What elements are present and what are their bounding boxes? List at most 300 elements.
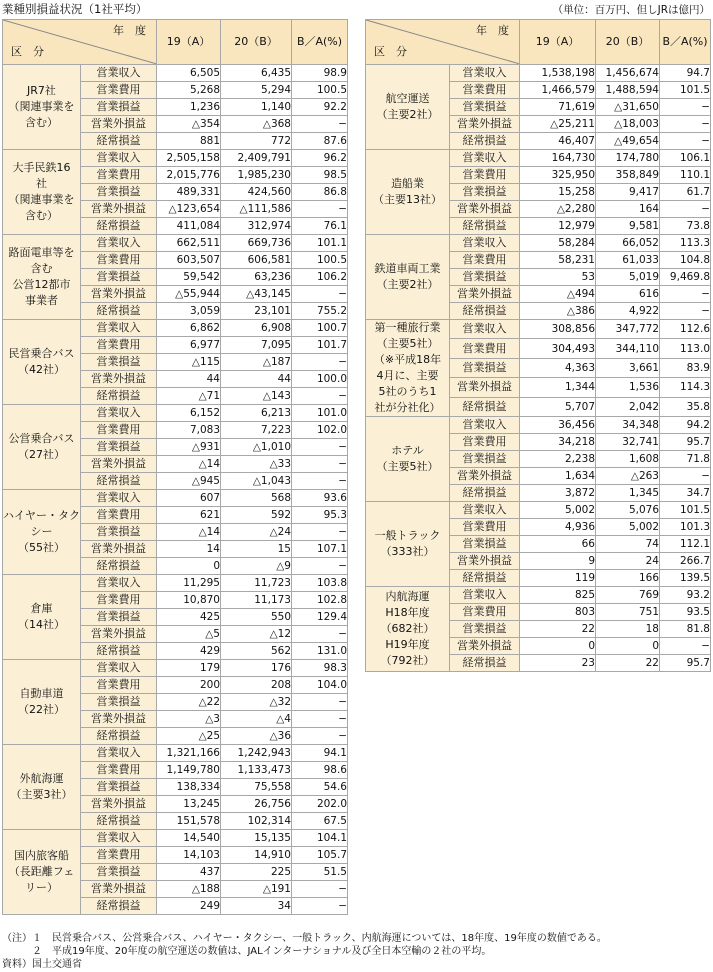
left-table-header-row <box>3 20 348 65</box>
item-label: 営業費用 <box>81 167 157 184</box>
value-20-cell: 592 <box>221 507 292 524</box>
category-label: 倉庫 （14社） <box>3 575 81 660</box>
right-table-header-row <box>366 20 711 65</box>
value-20-cell: 0 <box>596 638 660 655</box>
value-19-cell: 249 <box>157 898 221 915</box>
value-19-cell: 0 <box>157 558 221 575</box>
right-table-body <box>366 20 711 672</box>
value-20-cell: 63,236 <box>221 269 292 286</box>
ratio-cell: − <box>660 99 711 116</box>
value-20-cell: 2,409,791 <box>221 150 292 167</box>
value-19-cell: △2,280 <box>520 201 596 218</box>
item-label: 営業収入 <box>81 65 157 82</box>
value-19-cell: 7,083 <box>157 422 221 439</box>
item-label: 営業費用 <box>450 339 520 358</box>
item-label: 経常損益 <box>81 558 157 575</box>
value-20-cell: △33 <box>221 456 292 473</box>
ratio-cell: 93.6 <box>292 490 348 507</box>
item-label: 営業費用 <box>81 677 157 694</box>
ratio-cell: 112.6 <box>660 320 711 339</box>
value-20-cell: △1,010 <box>221 439 292 456</box>
category-label: 外航海運 （主要3社） <box>3 745 81 830</box>
value-19-cell: 46,407 <box>520 133 596 150</box>
ratio-cell: 83.9 <box>660 358 711 377</box>
table-row <box>366 417 711 434</box>
value-20-cell: 2,042 <box>596 397 660 416</box>
ratio-cell: − <box>660 133 711 150</box>
value-20-cell: 14,910 <box>221 847 292 864</box>
ratio-cell: 9,469.8 <box>660 269 711 286</box>
value-20-cell: △9 <box>221 558 292 575</box>
value-19-cell: 308,856 <box>520 320 596 339</box>
ratio-cell: 104.0 <box>292 677 348 694</box>
item-label: 営業収入 <box>450 150 520 167</box>
item-label: 営業外損益 <box>450 468 520 485</box>
ratio-cell: 104.1 <box>292 830 348 847</box>
value-20-cell: 61,033 <box>596 252 660 269</box>
item-label: 経常損益 <box>81 728 157 745</box>
item-label: 営業外損益 <box>81 881 157 898</box>
ratio-cell: 95.7 <box>660 655 711 672</box>
item-label: 営業外損益 <box>450 116 520 133</box>
value-19-cell: 12,979 <box>520 218 596 235</box>
item-label: 営業外損益 <box>81 541 157 558</box>
value-20-cell: 606,581 <box>221 252 292 269</box>
ratio-cell: 131.0 <box>292 643 348 660</box>
value-20-cell: △31,650 <box>596 99 660 116</box>
value-20-cell: 5,294 <box>221 82 292 99</box>
ratio-cell: 202.0 <box>292 796 348 813</box>
value-19-cell: △22 <box>157 694 221 711</box>
value-19-cell: 14,540 <box>157 830 221 847</box>
header-col-19: 19（A） <box>520 20 596 65</box>
value-19-cell: △354 <box>157 116 221 133</box>
ratio-cell: 94.2 <box>660 417 711 434</box>
value-20-cell: 347,772 <box>596 320 660 339</box>
ratio-cell: − <box>292 473 348 490</box>
category-label: 第一種旅行業 （主要5社） （※平成18年 4月に、主要 5社のうち1 社が分社化） <box>366 320 450 417</box>
value-19-cell: 13,245 <box>157 796 221 813</box>
right-header-corner <box>366 20 520 65</box>
header-col-19: 19（A） <box>157 20 221 65</box>
value-20-cell: 166 <box>596 570 660 587</box>
item-label: 営業外損益 <box>81 456 157 473</box>
item-label: 営業損益 <box>450 99 520 116</box>
left-table <box>2 19 348 915</box>
item-label: 営業費用 <box>450 519 520 536</box>
item-label: 経常損益 <box>450 485 520 502</box>
ratio-cell: − <box>292 439 348 456</box>
value-20-cell: 1,242,943 <box>221 745 292 762</box>
value-20-cell: 358,849 <box>596 167 660 184</box>
item-label: 経常損益 <box>450 218 520 235</box>
note-line: ２ 平成19年度、20年度の航空運送の数値は、JALインターナショナル及び全日本空輸の２社の平均。 <box>2 946 492 957</box>
item-label: 営業損益 <box>81 779 157 796</box>
nendo-label: 年 度 <box>476 24 509 37</box>
ratio-cell: 54.6 <box>292 779 348 796</box>
item-label: 営業外損益 <box>81 201 157 218</box>
value-19-cell: 489,331 <box>157 184 221 201</box>
ratio-cell: − <box>292 558 348 575</box>
value-19-cell: 437 <box>157 864 221 881</box>
item-label: 営業費用 <box>81 337 157 354</box>
table-row <box>366 320 711 339</box>
value-19-cell: 603,507 <box>157 252 221 269</box>
ratio-cell: 98.6 <box>292 762 348 779</box>
ratio-cell: 71.8 <box>660 451 711 468</box>
value-20-cell: 1,133,473 <box>221 762 292 779</box>
item-label: 営業費用 <box>81 762 157 779</box>
ratio-cell: 112.1 <box>660 536 711 553</box>
header-col-ratio: B／A(%) <box>660 20 711 65</box>
item-label: 経常損益 <box>81 643 157 660</box>
ratio-cell: 101.7 <box>292 337 348 354</box>
kubun-label: 区 分 <box>374 45 407 58</box>
item-label: 営業費用 <box>81 507 157 524</box>
value-19-cell: 6,152 <box>157 405 221 422</box>
category-label: JR7社 （関連事業を 含む） <box>3 65 81 150</box>
ratio-cell: − <box>292 898 348 915</box>
value-20-cell: △49,654 <box>596 133 660 150</box>
item-label: 営業費用 <box>450 252 520 269</box>
value-19-cell: 14,103 <box>157 847 221 864</box>
ratio-cell: 101.3 <box>660 519 711 536</box>
value-19-cell: 304,493 <box>520 339 596 358</box>
item-label: 営業外損益 <box>81 286 157 303</box>
table-row <box>3 575 348 592</box>
category-label: 航空運送 （主要2社） <box>366 65 450 150</box>
item-label: 営業費用 <box>81 592 157 609</box>
ratio-cell: 98.9 <box>292 65 348 82</box>
note-line: 資料）国土交通省 <box>2 959 82 970</box>
category-label: 国内旅客船 （長距離フェ リー） <box>3 830 81 915</box>
table-row <box>3 320 348 337</box>
note-line: （注）１ 民営乗合バス、公営乗合バス、ハイヤー・タクシー、一般トラック、内航海運については、18年度、19年度の数値である。 <box>2 933 607 944</box>
ratio-cell: 34.7 <box>660 485 711 502</box>
value-19-cell: 59,542 <box>157 269 221 286</box>
item-label: 営業収入 <box>81 745 157 762</box>
ratio-cell: 94.7 <box>660 65 711 82</box>
header-col-20: 20（B） <box>221 20 292 65</box>
item-label: 営業収入 <box>81 830 157 847</box>
value-20-cell: 34 <box>221 898 292 915</box>
value-20-cell: △36 <box>221 728 292 745</box>
value-20-cell: 6,213 <box>221 405 292 422</box>
category-label: 鉄道車両工業 （主要2社） <box>366 235 450 320</box>
item-label: 営業外損益 <box>81 371 157 388</box>
ratio-cell: 95.7 <box>660 434 711 451</box>
item-label: 営業外損益 <box>450 378 520 397</box>
item-label: 営業費用 <box>450 604 520 621</box>
header-col-ratio: B／A(%) <box>292 20 348 65</box>
item-label: 営業費用 <box>81 847 157 864</box>
value-19-cell: 4,936 <box>520 519 596 536</box>
value-20-cell: △187 <box>221 354 292 371</box>
value-19-cell: △115 <box>157 354 221 371</box>
value-20-cell: △18,003 <box>596 116 660 133</box>
value-19-cell: 36,456 <box>520 417 596 434</box>
value-19-cell: 53 <box>520 269 596 286</box>
ratio-cell: 104.8 <box>660 252 711 269</box>
value-20-cell: 562 <box>221 643 292 660</box>
item-label: 経常損益 <box>450 397 520 416</box>
value-19-cell: 662,511 <box>157 235 221 252</box>
item-label: 営業収入 <box>81 150 157 167</box>
right-table <box>365 19 711 672</box>
ratio-cell: 102.8 <box>292 592 348 609</box>
value-20-cell: 22 <box>596 655 660 672</box>
value-19-cell: 607 <box>157 490 221 507</box>
value-19-cell: 58,231 <box>520 252 596 269</box>
ratio-cell: 76.1 <box>292 218 348 235</box>
value-20-cell: 225 <box>221 864 292 881</box>
item-label: 営業外損益 <box>81 796 157 813</box>
value-20-cell: 1,345 <box>596 485 660 502</box>
value-19-cell: 200 <box>157 677 221 694</box>
value-19-cell: 2,505,158 <box>157 150 221 167</box>
value-19-cell: 23 <box>520 655 596 672</box>
ratio-cell: 139.5 <box>660 570 711 587</box>
value-20-cell: 5,002 <box>596 519 660 536</box>
ratio-cell: 92.2 <box>292 99 348 116</box>
value-20-cell: △12 <box>221 626 292 643</box>
value-20-cell: 9,581 <box>596 218 660 235</box>
table-row <box>366 587 711 604</box>
ratio-cell: − <box>292 881 348 898</box>
item-label: 営業収入 <box>81 320 157 337</box>
item-label: 経常損益 <box>81 388 157 405</box>
table-row <box>3 150 348 167</box>
item-label: 営業収入 <box>81 490 157 507</box>
ratio-cell: − <box>660 303 711 320</box>
ratio-cell: 107.1 <box>292 541 348 558</box>
value-19-cell: △188 <box>157 881 221 898</box>
category-label: 造船業 （主要13社） <box>366 150 450 235</box>
kubun-label: 区 分 <box>11 45 44 58</box>
left-header-corner <box>3 20 157 65</box>
item-label: 営業費用 <box>81 252 157 269</box>
item-label: 営業費用 <box>450 82 520 99</box>
item-label: 経常損益 <box>450 133 520 150</box>
value-19-cell: △71 <box>157 388 221 405</box>
item-label: 営業収入 <box>81 405 157 422</box>
item-label: 営業外損益 <box>450 286 520 303</box>
ratio-cell: 100.7 <box>292 320 348 337</box>
item-label: 営業収入 <box>81 575 157 592</box>
value-20-cell: 6,908 <box>221 320 292 337</box>
value-20-cell: 312,974 <box>221 218 292 235</box>
value-19-cell: 5,002 <box>520 502 596 519</box>
value-20-cell: 44 <box>221 371 292 388</box>
item-label: 営業収入 <box>450 235 520 252</box>
table-row <box>366 150 711 167</box>
ratio-cell: 105.7 <box>292 847 348 864</box>
value-20-cell: 102,314 <box>221 813 292 830</box>
value-20-cell: 11,723 <box>221 575 292 592</box>
ratio-cell: − <box>292 694 348 711</box>
item-label: 営業損益 <box>81 354 157 371</box>
value-19-cell: 2,015,776 <box>157 167 221 184</box>
ratio-cell: − <box>292 116 348 133</box>
value-20-cell: 1,488,594 <box>596 82 660 99</box>
value-19-cell: △5 <box>157 626 221 643</box>
category-label: 内航海運 H18年度 （682社） H19年度 （792社） <box>366 587 450 672</box>
category-label: 路面電車等を 含む 公営12都市 事業者 <box>3 235 81 320</box>
value-19-cell: △3 <box>157 711 221 728</box>
header-col-20: 20（B） <box>596 20 660 65</box>
value-20-cell: △4 <box>221 711 292 728</box>
nendo-label: 年 度 <box>113 24 146 37</box>
ratio-cell: 87.6 <box>292 133 348 150</box>
item-label: 営業損益 <box>81 864 157 881</box>
ratio-cell: 96.2 <box>292 150 348 167</box>
value-19-cell: 164,730 <box>520 150 596 167</box>
value-19-cell: 44 <box>157 371 221 388</box>
item-label: 営業外損益 <box>450 201 520 218</box>
category-label: ハイヤー・タク シー （55社） <box>3 490 81 575</box>
notes <box>2 932 607 971</box>
ratio-cell: − <box>292 388 348 405</box>
value-19-cell: 6,862 <box>157 320 221 337</box>
item-label: 経常損益 <box>81 898 157 915</box>
ratio-cell: 114.3 <box>660 378 711 397</box>
value-20-cell: 1,985,230 <box>221 167 292 184</box>
item-label: 営業費用 <box>81 82 157 99</box>
item-label: 営業損益 <box>450 451 520 468</box>
value-20-cell: 66,052 <box>596 235 660 252</box>
value-20-cell: 26,756 <box>221 796 292 813</box>
value-20-cell: △43,145 <box>221 286 292 303</box>
value-20-cell: 3,661 <box>596 358 660 377</box>
value-20-cell: △143 <box>221 388 292 405</box>
value-20-cell: 5,076 <box>596 502 660 519</box>
value-19-cell: 5,707 <box>520 397 596 416</box>
ratio-cell: 113.0 <box>660 339 711 358</box>
ratio-cell: 103.8 <box>292 575 348 592</box>
item-label: 営業収入 <box>450 502 520 519</box>
value-19-cell: 14 <box>157 541 221 558</box>
item-label: 営業損益 <box>450 184 520 201</box>
value-19-cell: 0 <box>520 638 596 655</box>
ratio-cell: 81.8 <box>660 621 711 638</box>
ratio-cell: − <box>292 456 348 473</box>
table-row <box>3 405 348 422</box>
ratio-cell: 67.5 <box>292 813 348 830</box>
category-label: ホテル （主要5社） <box>366 417 450 502</box>
ratio-cell: 94.1 <box>292 745 348 762</box>
item-label: 営業外損益 <box>81 116 157 133</box>
value-20-cell: 23,101 <box>221 303 292 320</box>
value-19-cell: △931 <box>157 439 221 456</box>
ratio-cell: 98.3 <box>292 660 348 677</box>
value-19-cell: 66 <box>520 536 596 553</box>
item-label: 営業損益 <box>81 609 157 626</box>
value-20-cell: △1,043 <box>221 473 292 490</box>
value-19-cell: 179 <box>157 660 221 677</box>
value-20-cell: 1,608 <box>596 451 660 468</box>
value-20-cell: 7,223 <box>221 422 292 439</box>
value-20-cell: 174,780 <box>596 150 660 167</box>
value-19-cell: 4,363 <box>520 358 596 377</box>
item-label: 営業収入 <box>450 320 520 339</box>
value-19-cell: 34,218 <box>520 434 596 451</box>
item-label: 営業損益 <box>81 184 157 201</box>
ratio-cell: − <box>292 354 348 371</box>
value-20-cell: 1,140 <box>221 99 292 116</box>
item-label: 営業損益 <box>81 694 157 711</box>
table-row <box>3 660 348 677</box>
item-label: 営業費用 <box>81 422 157 439</box>
value-20-cell: 9,417 <box>596 184 660 201</box>
value-20-cell: 176 <box>221 660 292 677</box>
value-19-cell: 5,268 <box>157 82 221 99</box>
category-label: 民営乗合バス （42社） <box>3 320 81 405</box>
item-label: 経常損益 <box>450 303 520 320</box>
item-label: 営業費用 <box>450 167 520 184</box>
value-19-cell: 138,334 <box>157 779 221 796</box>
item-label: 経常損益 <box>81 303 157 320</box>
value-20-cell: 6,435 <box>221 65 292 82</box>
item-label: 営業損益 <box>450 621 520 638</box>
value-19-cell: △494 <box>520 286 596 303</box>
category-label: 公営乗合バス （27社） <box>3 405 81 490</box>
value-19-cell: 325,950 <box>520 167 596 184</box>
value-19-cell: 1,466,579 <box>520 82 596 99</box>
ratio-cell: 106.1 <box>660 150 711 167</box>
ratio-cell: 101.5 <box>660 502 711 519</box>
ratio-cell: − <box>660 286 711 303</box>
category-label: 一般トラック （333社） <box>366 502 450 587</box>
value-20-cell: 4,922 <box>596 303 660 320</box>
ratio-cell: 35.8 <box>660 397 711 416</box>
value-19-cell: 411,084 <box>157 218 221 235</box>
value-19-cell: 429 <box>157 643 221 660</box>
value-19-cell: 3,872 <box>520 485 596 502</box>
table-row <box>3 745 348 762</box>
ratio-cell: − <box>292 201 348 218</box>
value-19-cell: 803 <box>520 604 596 621</box>
item-label: 経常損益 <box>81 218 157 235</box>
ratio-cell: − <box>660 201 711 218</box>
left-table-body <box>3 20 348 915</box>
value-20-cell: 5,019 <box>596 269 660 286</box>
item-label: 経常損益 <box>450 570 520 587</box>
value-20-cell: 75,558 <box>221 779 292 796</box>
value-19-cell: 22 <box>520 621 596 638</box>
value-20-cell: 74 <box>596 536 660 553</box>
value-19-cell: 71,619 <box>520 99 596 116</box>
table-title: 業種別損益状況（1社平均） <box>2 2 148 16</box>
ratio-cell: 101.1 <box>292 235 348 252</box>
ratio-cell: − <box>292 711 348 728</box>
item-label: 営業収入 <box>450 587 520 604</box>
value-20-cell: 11,173 <box>221 592 292 609</box>
value-20-cell: △191 <box>221 881 292 898</box>
value-19-cell: △386 <box>520 303 596 320</box>
value-20-cell: 34,348 <box>596 417 660 434</box>
value-19-cell: 881 <box>157 133 221 150</box>
item-label: 営業損益 <box>81 524 157 541</box>
item-label: 営業収入 <box>450 65 520 82</box>
value-20-cell: 669,736 <box>221 235 292 252</box>
ratio-cell: 51.5 <box>292 864 348 881</box>
value-19-cell: 10,870 <box>157 592 221 609</box>
value-19-cell: 1,344 <box>520 378 596 397</box>
value-20-cell: 7,095 <box>221 337 292 354</box>
value-20-cell: 1,536 <box>596 378 660 397</box>
ratio-cell: 266.7 <box>660 553 711 570</box>
value-20-cell: △32 <box>221 694 292 711</box>
